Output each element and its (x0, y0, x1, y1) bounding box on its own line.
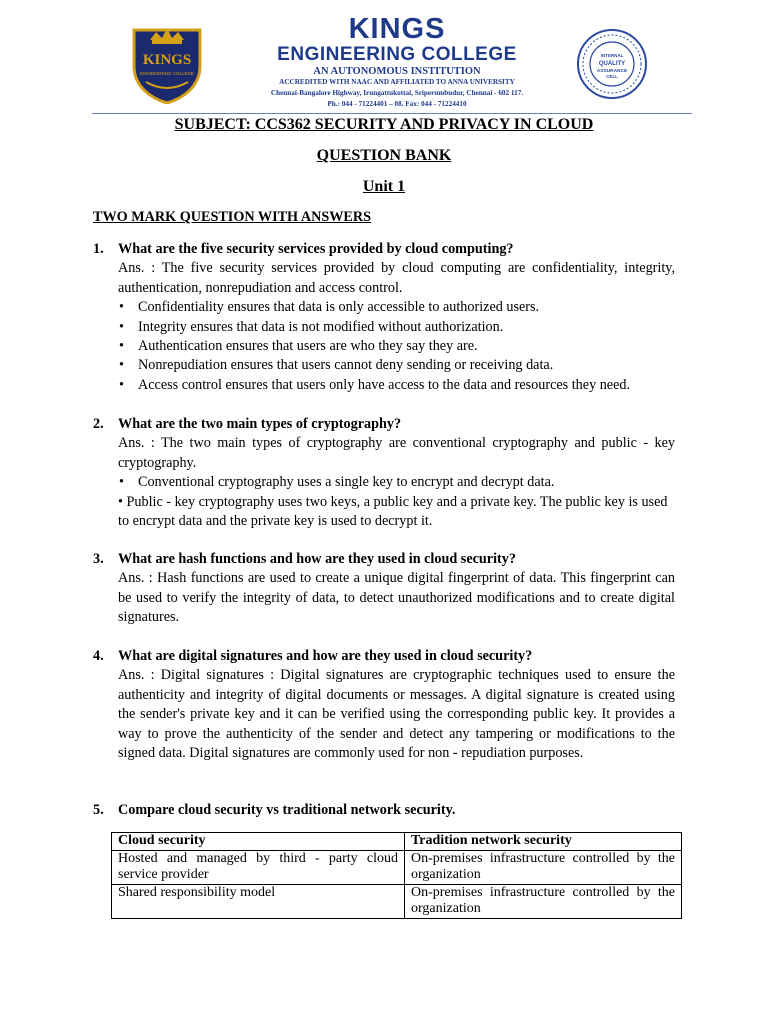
college-title-block (232, 14, 562, 110)
answer-bullets (118, 473, 675, 492)
list-item: • Confidentiality ensures that data is only accessible to authorized users. (119, 299, 540, 316)
svg-text:ASSURANCE: ASSURANCE (596, 69, 628, 74)
crest-logo-subtitle: ENGINEERING COLLEGE (139, 71, 195, 76)
address-line: Chennai-Bangalore Highway, Irungattukottai, Sriperumbudur, Chennai - 602 117. (270, 89, 524, 97)
table-row (112, 884, 682, 918)
table-row (112, 850, 682, 884)
college-crest-logo (128, 20, 206, 104)
table-header-cell: Tradition network security (405, 833, 682, 851)
table-cell: On-premises infrastructure controlled by the organization (405, 884, 682, 918)
list-item: • Integrity ensures that data is not modified without authorization. (119, 318, 504, 335)
unit-title: Unit 1 (362, 178, 406, 195)
question-number: 3. (93, 551, 104, 567)
document-title: QUESTION BANK (316, 147, 452, 164)
list-item: • Access control ensures that users only have access to the data and resources they need. (119, 376, 631, 393)
answer-text: Ans. : The two main types of cryptography are conventional cryptography and public - key cryptography. (118, 435, 675, 471)
question-number: 4. (93, 648, 104, 664)
college-subtitle: ENGINEERING COLLEGE (277, 44, 517, 65)
answer-text: Ans. : Hash functions are used to create a unique digital fingerprint of data. This fingerprint can be used to verify the integrity of data, to detect unauthorized modifications and to create digital signatures. (118, 570, 675, 626)
question-text: Compare cloud security vs traditional network security. (118, 802, 456, 818)
question-number: 1. (93, 241, 104, 257)
list-item: • Conventional cryptography uses a single key to encrypt and decrypt data. (119, 474, 555, 491)
table-cell: On-premises infrastructure controlled by the organization (405, 850, 682, 884)
svg-text:QUALITY: QUALITY (598, 61, 626, 67)
header-divider (92, 113, 692, 114)
college-name: KINGS (348, 13, 446, 45)
answer-text: Ans. : The five security services provided by cloud computing are confidentiality, integrity, authentication, nonrepudiation and access control. (118, 260, 675, 296)
question-block-3 (93, 550, 675, 628)
question-block-2 (93, 415, 675, 531)
table-cell: Hosted and managed by third - party cloud service provider (112, 850, 405, 884)
quality-assurance-seal (576, 28, 648, 100)
list-item: • Nonrepudiation ensures that users cannot deny sending or receiving data. (119, 357, 554, 374)
autonomous-line: AN AUTONOMOUS INSTITUTION (313, 66, 481, 77)
crest-logo-title: KINGS (142, 52, 192, 68)
question-text: What are hash functions and how are they used in cloud security? (118, 551, 516, 567)
subject-title: SUBJECT: CCS362 SECURITY AND PRIVACY IN CLOUD (174, 116, 594, 133)
question-block-4 (93, 647, 675, 763)
comparison-table (111, 832, 682, 919)
section-title: TWO MARK QUESTION WITH ANSWERS (93, 209, 372, 225)
list-item: • Authentication ensures that users are who they say they are. (119, 338, 478, 355)
table-cell: Shared responsibility model (112, 884, 405, 918)
answer-text: Ans. : Digital signatures : Digital signatures are cryptographic techniques used to ensure the authenticity and integrity of digital documents or messages. A digital signature is created using the sender's private key and it can be verified using the corresponding public key. It provides a way to prove the authenticity of the sender and detect any tampering or modifications to the signed data. Digital signatures are commonly used for non - repudiation purposes. (118, 667, 675, 762)
answer-bullets (118, 298, 675, 395)
accreditation-line: ACCREDITED WITH NAAC AND AFFILIATED TO ANNA UNIVERSITY (279, 78, 515, 86)
answer-extra-text: • Public - key cryptography uses two keys, a public key and a private key. The public key is used to encrypt data and the private key is used to decrypt it. (118, 493, 668, 530)
question-number: 2. (93, 416, 104, 432)
question-text: What are the two main types of cryptography? (118, 416, 402, 432)
question-block-5 (93, 801, 675, 820)
svg-text:CELL: CELL (606, 74, 618, 79)
letterhead (0, 0, 768, 116)
question-text: What are the five security services provided by cloud computing? (118, 241, 514, 257)
question-number: 5. (93, 802, 104, 818)
table-header-row (112, 833, 682, 851)
question-text: What are digital signatures and how are they used in cloud security? (118, 648, 533, 664)
contact-line: Ph.: 044 - 71224401 – 08. Fax: 044 - 71224410 (327, 100, 467, 108)
table-header-cell: Cloud security (112, 833, 405, 851)
question-block-1 (93, 240, 675, 395)
svg-text:INTERNAL: INTERNAL (600, 53, 624, 58)
